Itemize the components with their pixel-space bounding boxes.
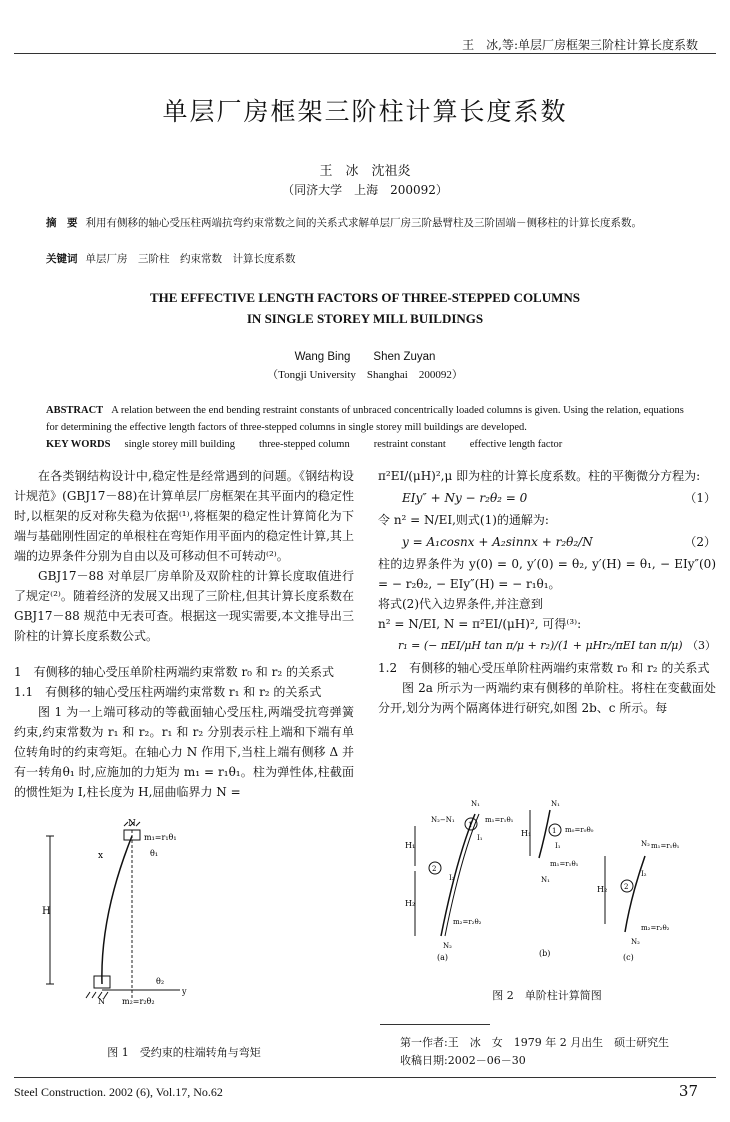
figure-1 xyxy=(40,816,240,1006)
svg-text:I₁: I₁ xyxy=(555,842,561,850)
figure-1-caption: 图 1 受约束的柱端转角与弯矩 xyxy=(107,1046,261,1059)
equation-text: r₁ = (− πEI/μH tan π/μ + r₂)/(1 + μHr₂/πEI tan π/μ) xyxy=(398,639,683,652)
keywords-cn-text: 单层厂房 三阶柱 约束常数 计算长度系数 xyxy=(85,253,296,265)
equation-3 xyxy=(378,634,716,658)
svg-text:H₂: H₂ xyxy=(405,899,416,908)
svg-text:y: y xyxy=(182,987,187,996)
svg-text:N: N xyxy=(128,819,136,829)
abstract-cn-text: 利用有侧移的轴心受压柱两端抗弯约束常数之间的关系式求解单层厂房三阶悬臂柱及三阶固端－侧移柱的计算长度系数。 xyxy=(85,217,642,229)
svg-text:m₂=r₂θ₂: m₂=r₂θ₂ xyxy=(641,924,670,932)
svg-text:N₂−N₁: N₂−N₁ xyxy=(431,816,455,824)
svg-text:I₂: I₂ xyxy=(449,874,455,882)
keywords-cn xyxy=(46,250,686,268)
title-en xyxy=(0,287,730,329)
footer-rule xyxy=(14,1077,716,1078)
keywords-en xyxy=(46,436,686,453)
equation-number: （1） xyxy=(684,491,716,505)
paragraph: GBJ17－88 对单层厂房单阶及双阶柱的计算长度取值进行了规定⁽²⁾。随着经济的发展又出现了三阶柱,但其计算长度系数在 GBJ17－88 规范中无表可查。根据这一现实需要,本文推导出三阶柱的计算长度系数公式。 xyxy=(14,569,354,643)
page-number: 37 xyxy=(678,1082,698,1100)
text-line: n² = N/EI, N = π²EI/(μH)², 可得⁽³⁾: xyxy=(378,617,582,631)
footnote-rule xyxy=(380,1024,490,1025)
svg-text:H₁: H₁ xyxy=(405,841,416,850)
authors-cn: 王 冰 沈祖炎 xyxy=(319,164,411,179)
keyword-en-item: single storey mill building xyxy=(124,439,236,450)
keyword-en-item: three-stepped column xyxy=(259,439,350,450)
keyword-en-item: restraint constant xyxy=(373,439,446,450)
equation-number: （3） xyxy=(687,639,716,652)
footnote-author: 第一作者:王 冰 女 1979 年 2 月出生 硕士研究生 xyxy=(400,1036,670,1049)
affiliation-en: （Tongji University Shanghai 200092） xyxy=(267,369,463,381)
equation-text: y = A₁cosnx + A₂sinnx + r₂θ₂/N xyxy=(402,535,593,549)
text-line: 柱的边界条件为 y(0) = 0, y′(0) = θ₂, y′(H) = θ₁, − EIy″(0) = − r₂θ₂, − EIy″(H) = − r₁θ₁。 xyxy=(378,557,716,591)
keyword-en-item: effective length factor xyxy=(469,439,563,450)
fig2-label-c: (c) xyxy=(623,953,634,962)
abstract-cn xyxy=(46,214,686,232)
svg-text:N₂: N₂ xyxy=(631,938,640,946)
figure-2 xyxy=(405,796,705,966)
right-column xyxy=(378,466,716,718)
title-en-line1: THE EFFECTIVE LENGTH FACTORS OF THREE-STEPPED COLUMNS xyxy=(149,290,581,305)
svg-text:I₁: I₁ xyxy=(477,834,483,842)
svg-text:m₀=r₀θ₀: m₀=r₀θ₀ xyxy=(565,826,594,834)
section-heading: 1 有侧移的轴心受压单阶柱两端约束常数 r₀ 和 r₂ 的关系式 xyxy=(14,665,334,679)
svg-text:H₂: H₂ xyxy=(597,885,608,894)
footnote-received: 收稿日期:2002－06－30 xyxy=(400,1054,526,1067)
svg-text:m₂=r₂θ₂: m₂=r₂θ₂ xyxy=(122,997,155,1006)
equation-number: （2） xyxy=(684,535,716,549)
svg-text:m₁=r₁θ₁: m₁=r₁θ₁ xyxy=(485,816,514,824)
section-heading: 1.1 有侧移的轴心受压柱两端约束常数 r₁ 和 r₂ 的关系式 xyxy=(14,685,322,699)
paragraph: 图 1 为一上端可移动的等截面轴心受压柱,两端受抗弯弹簧约束,约束常数为 r₁ 和 r₂。r₁ 和 r₂ 分别表示柱上端和下端有单位转角时的约束弯矩。在轴心力 N 作用下,当柱上端有侧移 Δ 并有一转角θ₁ 时,应施加的力矩为 m₁ = r₁θ₁。柱为弹性体,柱截面的惯性矩为 I,柱长度为 H,屈曲临界力 N = xyxy=(14,705,354,799)
svg-text:H₁: H₁ xyxy=(521,829,532,838)
svg-text:N₂: N₂ xyxy=(443,942,452,950)
abstract-en-label: ABSTRACT xyxy=(46,405,104,416)
paragraph: 在各类钢结构设计中,稳定性是经常遇到的问题。《钢结构设计规范》(GBJ17－88)在计算单层厂房框架在其平面内的稳定性时,以框架的反对称失稳为依据⁽¹⁾,将框架的稳定性计算简化为下端与基础刚性固定的单根柱在弯矩作用平面内的稳定性计算,其上端的边界条件分别为自由以及可移动但不可转动⁽²⁾。 xyxy=(14,469,354,563)
svg-text:H: H xyxy=(42,906,51,917)
svg-text:N: N xyxy=(98,997,105,1006)
svg-text:N₁: N₁ xyxy=(471,800,480,808)
keywords-en-label: KEY WORDS xyxy=(46,439,111,450)
svg-text:1: 1 xyxy=(468,821,473,829)
abstract-en-text: A relation between the end bending restraint constants of unbraced concentrically loaded columns is given. Using the relation, equations for determining the effective length factors of three-stepped columns in single storey mill buildings are developed. xyxy=(46,405,684,433)
section-heading: 1.2 有侧移的轴心受压单阶柱两端约束常数 r₀ 和 r₂ 的关系式 xyxy=(378,661,710,675)
keywords-cn-label: 关键词 xyxy=(46,253,78,265)
svg-text:θ₁: θ₁ xyxy=(150,849,159,858)
equation-2 xyxy=(378,530,716,554)
figure-2-caption: 图 2 单阶柱计算简图 xyxy=(492,989,602,1002)
svg-text:m₂=r₂θ₂: m₂=r₂θ₂ xyxy=(453,918,482,926)
left-column xyxy=(14,466,354,802)
running-head: 王 冰,等:单层厂房框架三阶柱计算长度系数 xyxy=(462,38,698,52)
paragraph: 图 2a 所示为一两端约束有侧移的单阶柱。将柱在变截面处分开,划分为两个隔离体进行研究,如图 2b、c 所示。每 xyxy=(378,681,716,715)
fig2-label-b: (b) xyxy=(539,949,551,958)
text-line: π²EI/(μH)²,μ 即为柱的计算长度系数。柱的平衡微分方程为: xyxy=(378,469,701,483)
svg-text:I₂: I₂ xyxy=(641,870,647,878)
title-en-line2: IN SINGLE STOREY MILL BUILDINGS xyxy=(246,311,484,326)
footnote xyxy=(400,1034,669,1070)
svg-text:N₁: N₁ xyxy=(551,800,560,808)
svg-text:m₁=r₁θ₁: m₁=r₁θ₁ xyxy=(550,860,579,868)
svg-text:N₂: N₂ xyxy=(641,840,650,848)
fig2-label-a: (a) xyxy=(437,953,449,962)
affiliation-cn: （同济大学 上海 200092） xyxy=(282,183,448,197)
abstract-cn-label: 摘 要 xyxy=(46,217,78,229)
abstract-en xyxy=(46,402,686,436)
svg-text:m₁=r₁θ₁: m₁=r₁θ₁ xyxy=(144,833,177,842)
equation-1 xyxy=(378,486,716,510)
journal-info: Steel Construction. 2002 (6), Vol.17, No.62 xyxy=(14,1085,223,1099)
svg-text:θ₂: θ₂ xyxy=(156,977,165,986)
title-cn: 单层厂房框架三阶柱计算长度系数 xyxy=(162,97,568,126)
equation-text: EIy″ + Ny − r₂θ₂ = 0 xyxy=(402,491,528,505)
svg-text:2: 2 xyxy=(624,883,629,891)
authors-en: Wang Bing Shen Zuyan xyxy=(294,351,436,363)
svg-text:N₁: N₁ xyxy=(541,876,550,884)
svg-text:m₁=r₁θ₁: m₁=r₁θ₁ xyxy=(651,842,680,850)
svg-text:2: 2 xyxy=(432,865,437,873)
svg-text:1: 1 xyxy=(552,827,557,835)
svg-text:x: x xyxy=(98,851,104,861)
header-rule xyxy=(14,53,716,54)
text-line: 令 n² = N/EI,则式(1)的通解为: xyxy=(378,513,549,527)
text-line: 将式(2)代入边界条件,并注意到 xyxy=(378,597,543,611)
